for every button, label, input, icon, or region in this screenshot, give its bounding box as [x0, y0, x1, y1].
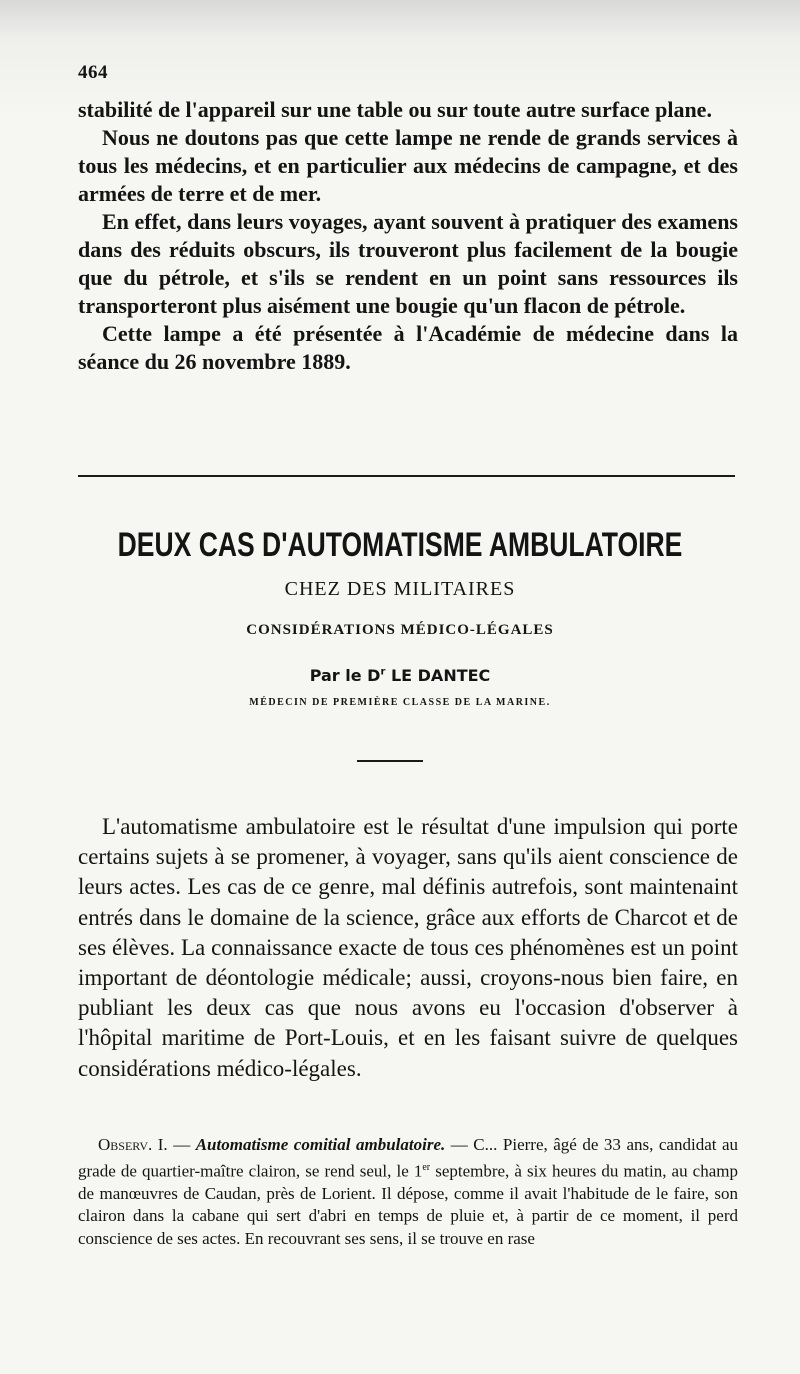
- author-prefix: Par le D: [309, 666, 381, 685]
- page-number: 464: [78, 62, 108, 83]
- observation-block: [78, 1134, 738, 1251]
- observation-heading: Automatisme comitial ambulatoire.: [195, 1135, 446, 1154]
- article-subtitle-secondary: CONSIDÉRATIONS MÉDICO-LÉGALES: [246, 622, 554, 638]
- author-name: LE DANTEC: [390, 666, 491, 685]
- observation-sup: er: [422, 1161, 431, 1173]
- observation-dash: —: [445, 1135, 474, 1154]
- intro-paragraph: Nous ne doutons pas que cette lampe ne rende de grands services à tous les médecins, et en particulier aux médecins de campagne, et des armées de terre et de mer.: [78, 125, 738, 206]
- observation-label: Observ. I.: [98, 1135, 168, 1154]
- article-subtitle: CHEZ DES MILITAIRES: [284, 578, 516, 600]
- body-paragraph: L'automatisme ambulatoire est le résultat d'une impulsion qui porte certains sujets à se promener, à voyager, sans qu'ils aient conscience de leurs actes. Les cas de ce genre, mal définis autrefois, sont maintenaint entrés dans le domaine de la science, grâce aux efforts de Charcot et de ses élèves. La connaissance exacte de tous ces phénomènes est un point important de déontologie médicale; aussi, croyons-nous bien faire, en publiant les deux cas que nous avons eu l'occasion d'observer à l'hôpital maritime de Port-Louis, et en les faisant suivre de quelques considérations médico-légales.: [78, 814, 738, 1081]
- article-title: DEUX CAS D'AUTOMATISME AMBULATOIRE: [117, 526, 683, 564]
- intro-paragraph: Cette lampe a été présentée à l'Académie de médecine dans la séance du 26 novembre 1889.: [78, 321, 738, 374]
- author-title: MÉDECIN DE PREMIÈRE CLASSE DE LA MARINE.: [249, 697, 551, 708]
- observation-text-continued: septembre, à six heures du matin, au champ de manœuvres de Caudan, près de Lorient. Il dépose, comme il avait l'habitude de le faire, son clairon dans la cabane qui sert d'abri en temps de pluie et, à partir de ce moment, il perd conscience de ses actes. En recouvrant ses sens, il se trouve en rase: [78, 1161, 738, 1249]
- article-body: [78, 812, 738, 1084]
- intro-text: [78, 96, 738, 376]
- author-prefix-sup: r: [380, 666, 386, 678]
- section-divider: [78, 475, 735, 477]
- observation-dash: —: [167, 1135, 196, 1154]
- intro-paragraph: En effet, dans leurs voyages, ayant souvent à pratiquer des examens dans des réduits obscurs, ils trouveront plus facilement de la bougie que du pétrole, et s'ils se rendent en un point sans ressources ils transporteront plus aisément une bougie qu'un flacon de pétrole.: [78, 209, 738, 318]
- observation-text: C... Pierre, âgé de 33 ans, candidat au grade de quartier-maître clairon, se rend seul, le 1: [78, 1135, 739, 1181]
- author-line: [0, 666, 800, 685]
- observation-paragraph: [78, 1134, 738, 1251]
- short-divider: [357, 760, 423, 762]
- intro-paragraph: stabilité de l'appareil sur une table ou sur toute autre surface plane.: [78, 97, 712, 122]
